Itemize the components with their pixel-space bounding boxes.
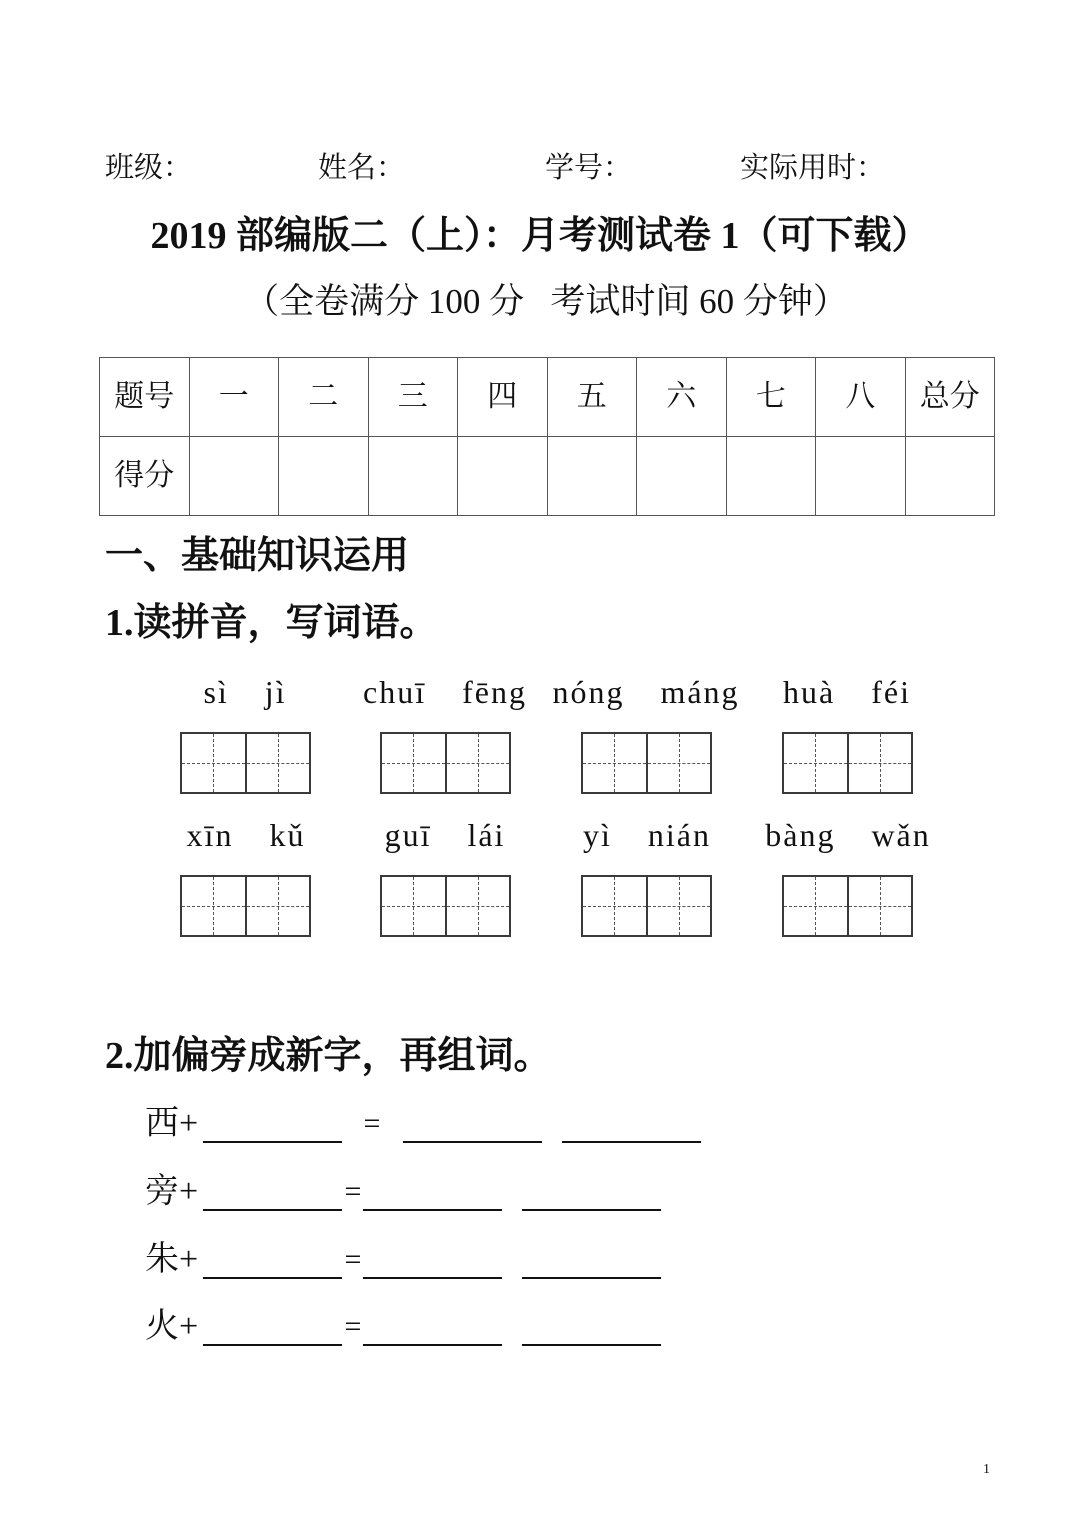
radical-row <box>0 1171 1080 1213</box>
tianzige-box <box>180 875 311 937</box>
tianzige-box <box>581 875 712 937</box>
radical-row <box>0 1103 1080 1145</box>
question-1-prompt: 1.读拼音，写词语。 <box>105 602 438 644</box>
tianzige-cell <box>847 877 912 935</box>
table-cell-question-5: 五 <box>547 358 637 437</box>
score-cell <box>458 437 548 516</box>
tianzige-cell <box>245 877 310 935</box>
table-cell-question-number-label: 题号 <box>100 358 190 437</box>
table-cell-question-2: 二 <box>279 358 369 437</box>
score-cell <box>726 437 816 516</box>
pinyin-label: chuī fēng <box>363 674 527 710</box>
answer-blank <box>363 1277 502 1279</box>
answer-blank <box>203 1277 342 1279</box>
equals-sign: = <box>344 1243 362 1276</box>
table-cell-total-label: 总分 <box>905 358 995 437</box>
table-cell-question-1: 一 <box>189 358 279 437</box>
table-cell-question-7: 七 <box>726 358 816 437</box>
answer-blank <box>203 1141 342 1143</box>
time-used-label: 实际用时： <box>740 152 886 184</box>
page-title: 2019 部编版二（上）：月考测试卷 1（可下载） <box>150 215 930 257</box>
tianzige-box <box>581 732 712 794</box>
tianzige-cell <box>182 877 245 935</box>
tianzige-cell <box>784 734 847 792</box>
section-heading: 一、基础知识运用 <box>105 535 410 577</box>
score-cell <box>637 437 727 516</box>
answer-blank <box>363 1344 502 1346</box>
tianzige-cell <box>784 877 847 935</box>
answer-blank <box>522 1344 661 1346</box>
equals-sign: = <box>363 1107 381 1140</box>
page-subtitle: （全卷满分 100 分 考试时间 60 分钟） <box>244 282 848 321</box>
tianzige-cell <box>445 877 510 935</box>
score-table-header-row <box>100 358 995 437</box>
equals-sign: = <box>344 1175 362 1208</box>
tianzige-cell <box>847 734 912 792</box>
radical-base-char: 火+ <box>145 1308 199 1345</box>
radical-row <box>0 1239 1080 1281</box>
score-cell <box>547 437 637 516</box>
tianzige-box <box>782 875 913 937</box>
answer-blank <box>203 1344 342 1346</box>
class-label: 班级： <box>105 152 193 184</box>
answer-blank <box>562 1141 701 1143</box>
page-number: 1 <box>983 1462 990 1477</box>
radical-base-char: 西+ <box>145 1105 199 1142</box>
answer-blank <box>363 1209 502 1211</box>
tianzige-box <box>380 732 511 794</box>
tianzige-cell <box>646 734 711 792</box>
equals-sign: = <box>344 1310 362 1343</box>
answer-blank <box>522 1209 661 1211</box>
score-cell <box>279 437 369 516</box>
radical-base-char: 旁+ <box>145 1173 199 1210</box>
tianzige-box <box>782 732 913 794</box>
name-label: 姓名： <box>318 152 406 184</box>
question-2-prompt: 2.加偏旁成新字，再组词。 <box>105 1035 552 1077</box>
tianzige-box <box>180 732 311 794</box>
pinyin-label: guī lái <box>384 817 506 853</box>
answer-blank <box>522 1277 661 1279</box>
pinyin-label: yì nián <box>583 817 711 853</box>
tianzige-cell <box>646 877 711 935</box>
table-cell-question-6: 六 <box>637 358 727 437</box>
tianzige-cell <box>245 734 310 792</box>
radical-row <box>0 1306 1080 1348</box>
answer-blank <box>203 1209 342 1211</box>
pinyin-label: nóng máng <box>552 674 740 710</box>
tianzige-cell <box>382 734 445 792</box>
tianzige-box <box>380 875 511 937</box>
pinyin-label: bàng wǎn <box>765 817 931 853</box>
score-table-score-row <box>100 437 995 516</box>
table-cell-question-8: 八 <box>816 358 906 437</box>
tianzige-cell <box>583 734 646 792</box>
score-cell <box>189 437 279 516</box>
pinyin-label: sì jì <box>203 674 287 710</box>
tianzige-cell <box>445 734 510 792</box>
radical-base-char: 朱+ <box>145 1241 199 1278</box>
tianzige-cell <box>382 877 445 935</box>
tianzige-cell <box>182 734 245 792</box>
table-cell-score-label: 得分 <box>100 437 190 516</box>
answer-blank <box>403 1141 542 1143</box>
pinyin-label: huà féi <box>783 674 911 710</box>
student-id-label: 学号： <box>545 152 633 184</box>
tianzige-cell <box>583 877 646 935</box>
score-cell-total <box>905 437 995 516</box>
score-cell <box>816 437 906 516</box>
table-cell-question-4: 四 <box>458 358 548 437</box>
score-table <box>99 357 995 516</box>
score-cell <box>368 437 458 516</box>
pinyin-label: xīn kǔ <box>186 817 306 853</box>
table-cell-question-3: 三 <box>368 358 458 437</box>
